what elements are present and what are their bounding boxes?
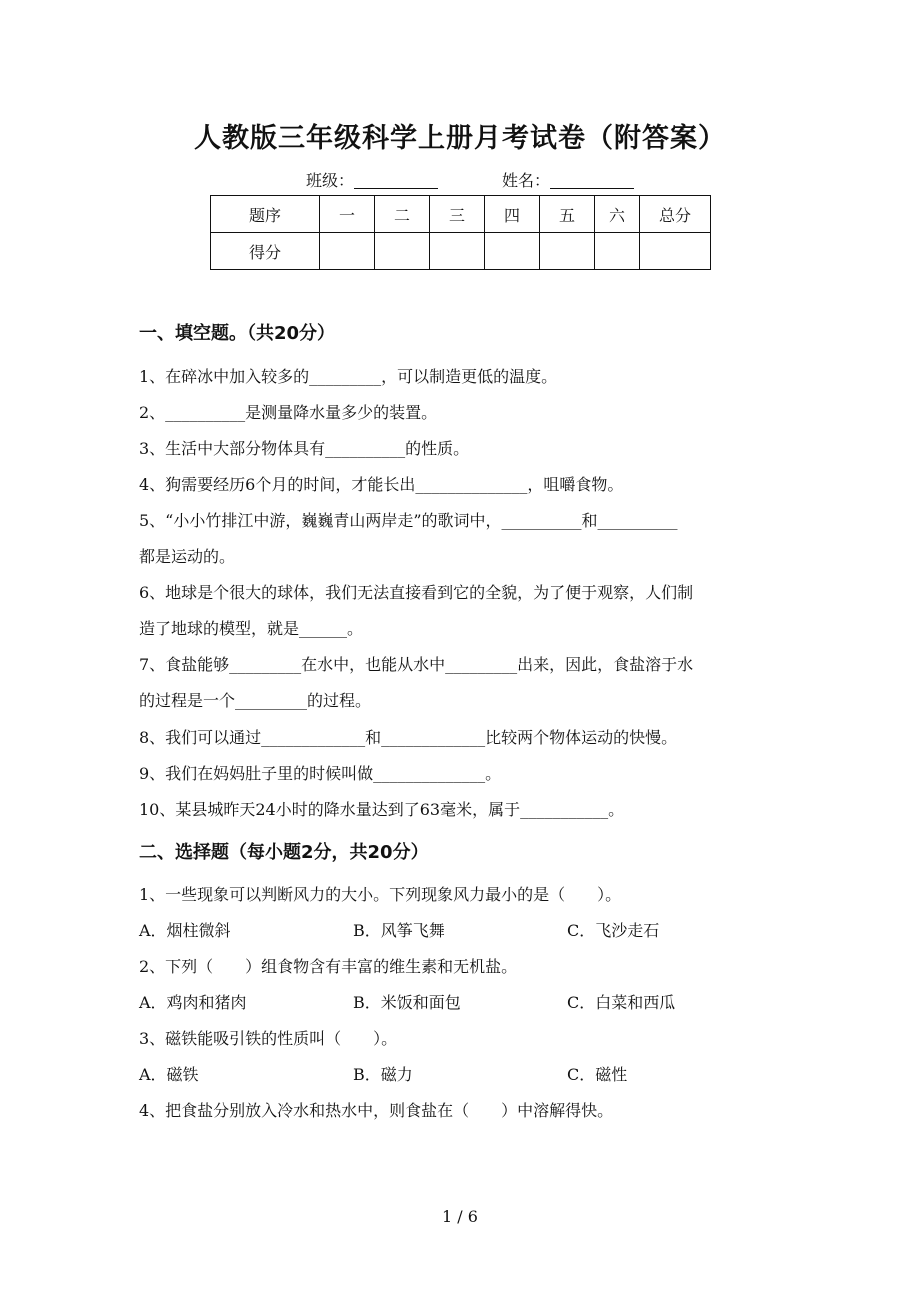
score-cell[interactable]: [640, 233, 711, 270]
question-line-continued: 造了地球的模型，就是______。: [139, 619, 364, 638]
name-label: 姓名：: [502, 171, 551, 190]
question-line-continued: 的过程是一个_________的过程。: [139, 691, 372, 710]
score-header-cell: 一: [320, 196, 375, 233]
score-table: [210, 195, 711, 270]
score-cell[interactable]: [375, 233, 430, 270]
score-cell[interactable]: [320, 233, 375, 270]
question-line: 6、地球是个很大的球体，我们无法直接看到它的全貌，为了便于观察，人们制: [139, 583, 694, 602]
score-cell[interactable]: [485, 233, 540, 270]
page-number: 1 / 6: [442, 1207, 478, 1226]
question-line: 2、__________是测量降水量多少的装置。: [139, 403, 438, 422]
option-c[interactable]: C．磁性: [567, 1065, 628, 1084]
class-field: [306, 168, 438, 191]
score-header-cell: 二: [375, 196, 430, 233]
choice-question: 4、把食盐分别放入冷水和热水中，则食盐在（ ）中溶解得快。: [139, 1101, 614, 1120]
score-header-cell: 四: [485, 196, 540, 233]
score-cell[interactable]: [540, 233, 595, 270]
name-field: [502, 168, 634, 191]
score-cell[interactable]: [595, 233, 640, 270]
name-blank[interactable]: [550, 172, 634, 189]
score-table-header-row: [211, 196, 711, 233]
question-line: 9、我们在妈妈肚子里的时候叫做______________。: [139, 764, 502, 783]
question-line: 10、某县城昨天24小时的降水量达到了63毫米，属于___________。: [139, 800, 625, 819]
question-line: 5、“小小竹排江中游，巍巍青山两岸走”的歌词中，__________和__________: [139, 511, 678, 530]
score-row-label: 得分: [211, 233, 320, 270]
choice-question: 2、下列（ ）组食物含有丰富的维生素和无机盐。: [139, 957, 518, 976]
score-table-score-row: [211, 233, 711, 270]
question-line: 3、生活中大部分物体具有__________的性质。: [139, 439, 470, 458]
option-c[interactable]: C．飞沙走石: [567, 921, 660, 940]
option-b[interactable]: B．米饭和面包: [353, 993, 461, 1012]
option-a[interactable]: A．磁铁: [139, 1065, 199, 1084]
option-a[interactable]: A．烟柱微斜: [139, 921, 231, 940]
class-blank[interactable]: [354, 172, 438, 189]
section2-heading: 二、选择题（每小题2分，共20分）: [139, 842, 429, 863]
option-b[interactable]: B．磁力: [353, 1065, 413, 1084]
option-c[interactable]: C．白菜和西瓜: [567, 993, 676, 1012]
question-line: 1、在碎冰中加入较多的_________，可以制造更低的温度。: [139, 367, 558, 386]
page-title: 人教版三年级科学上册月考试卷（附答案）: [194, 123, 726, 154]
score-header-cell: 五: [540, 196, 595, 233]
option-a[interactable]: A．鸡肉和猪肉: [139, 993, 247, 1012]
score-header-cell: 三: [430, 196, 485, 233]
question-line: 8、我们可以通过_____________和_____________比较两个物体运动的快慢。: [139, 728, 678, 747]
question-line-continued: 都是运动的。: [139, 547, 236, 566]
score-cell[interactable]: [430, 233, 485, 270]
option-b[interactable]: B．风筝飞舞: [353, 921, 445, 940]
question-line: 4、狗需要经历6个月的时间，才能长出______________，咀嚼食物。: [139, 475, 624, 494]
score-header-cell: 题序: [211, 196, 320, 233]
choice-question: 1、一些现象可以判断风力的大小。下列现象风力最小的是（ ）。: [139, 885, 622, 904]
score-header-cell: 六: [595, 196, 640, 233]
score-header-cell: 总分: [640, 196, 711, 233]
choice-question: 3、磁铁能吸引铁的性质叫（ ）。: [139, 1029, 398, 1048]
section1-heading: 一、填空题。（共20分）: [139, 323, 336, 344]
class-label: 班级：: [306, 171, 355, 190]
question-line: 7、食盐能够_________在水中，也能从水中_________出来，因此，食盐溶于水: [139, 655, 694, 674]
